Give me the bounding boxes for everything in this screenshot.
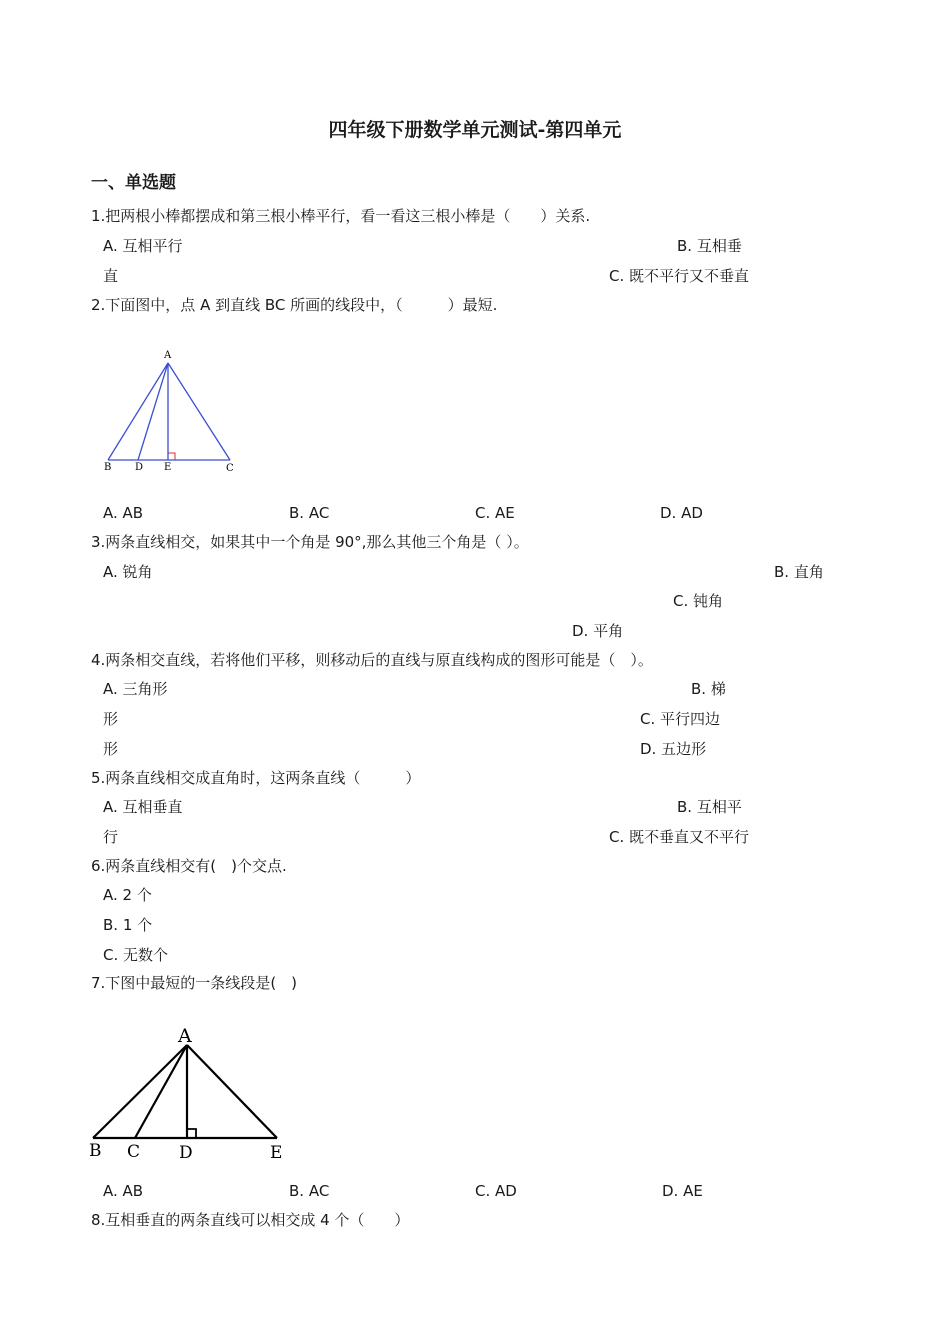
question-1-option-b-wrap: 直 <box>103 267 119 285</box>
question-3-option-b[interactable]: B. 直角 <box>774 563 824 581</box>
question-5-stem: 5.两条直线相交成直角时，这两条直线（ ） <box>91 769 421 787</box>
right-angle-mark <box>187 1129 196 1138</box>
question-2-option-d[interactable]: D. AD <box>660 504 703 522</box>
page-title: 四年级下册数学单元测试-第四单元 <box>328 119 622 141</box>
segment-ab <box>108 363 168 460</box>
question-7-option-d[interactable]: D. AE <box>662 1182 703 1200</box>
question-4-stem: 4.两条相交直线，若将他们平移，则移动后的直线与原直线构成的图形可能是（ ）。 <box>91 651 653 669</box>
question-3-option-c[interactable]: C. 钝角 <box>673 592 724 610</box>
question-2-option-b[interactable]: B. AC <box>289 504 330 522</box>
question-2-option-a[interactable]: A. AB <box>103 504 144 522</box>
segment-ad <box>138 363 168 460</box>
label-a: A <box>178 1025 192 1047</box>
question-7-triangle-figure <box>85 1020 295 1165</box>
label-c: C <box>226 463 234 474</box>
segment-ac <box>135 1045 187 1138</box>
question-5-option-a[interactable]: A. 互相垂直 <box>103 798 183 816</box>
question-3-option-d[interactable]: D. 平角 <box>572 622 624 640</box>
question-1-option-c[interactable]: C. 既不平行又不垂直 <box>609 267 750 285</box>
label-d: D <box>179 1143 193 1163</box>
question-4-option-a[interactable]: A. 三角形 <box>103 680 168 698</box>
question-5-option-b-wrap: 行 <box>103 828 119 846</box>
question-4-option-b[interactable]: B. 梯 <box>691 680 726 698</box>
question-6-option-b[interactable]: B. 1 个 <box>103 916 153 934</box>
question-7-option-c[interactable]: C. AD <box>475 1182 517 1200</box>
question-2-stem: 2.下面图中，点 A 到直线 BC 所画的线段中，（ ）最短. <box>91 296 498 314</box>
question-6-stem: 6.两条直线相交有( )个交点. <box>91 857 287 875</box>
segment-ab <box>93 1045 187 1138</box>
question-7-stem: 7.下图中最短的一条线段是( ) <box>91 974 298 992</box>
label-c: C <box>127 1142 141 1162</box>
label-e: E <box>270 1143 283 1163</box>
question-1-option-b[interactable]: B. 互相垂 <box>677 237 742 255</box>
segment-ac <box>168 363 230 460</box>
question-4-option-d[interactable]: D. 五边形 <box>640 740 707 758</box>
question-7-option-a[interactable]: A. AB <box>103 1182 144 1200</box>
segment-ae <box>187 1045 277 1138</box>
question-4-option-c[interactable]: C. 平行四边 <box>640 710 721 728</box>
question-3-stem: 3.两条直线相交，如果其中一个角是 90°,那么其他三个角是（ ）。 <box>91 533 529 551</box>
question-2-triangle-figure <box>100 345 240 475</box>
question-7-option-b[interactable]: B. AC <box>289 1182 330 1200</box>
question-6-option-a[interactable]: A. 2 个 <box>103 886 152 904</box>
label-e: E <box>164 462 172 473</box>
question-5-option-c[interactable]: C. 既不垂直又不平行 <box>609 828 750 846</box>
section-heading: 一、单选题 <box>91 173 176 193</box>
question-1-stem: 1.把两根小棒都摆成和第三根小棒平行，看一看这三根小棒是（ ）关系. <box>91 207 591 225</box>
question-6-option-c[interactable]: C. 无数个 <box>103 946 169 964</box>
label-b: B <box>89 1141 102 1161</box>
label-d: D <box>135 462 144 473</box>
question-2-option-c[interactable]: C. AE <box>475 504 515 522</box>
label-a: A <box>164 350 172 361</box>
question-5-option-b[interactable]: B. 互相平 <box>677 798 742 816</box>
question-8-stem: 8.互相垂直的两条直线可以相交成 4 个（ ） <box>91 1211 410 1229</box>
question-4-option-c-wrap: 形 <box>103 740 119 758</box>
label-b: B <box>104 462 112 473</box>
question-1-option-a[interactable]: A. 互相平行 <box>103 237 183 255</box>
right-angle-mark <box>168 453 175 460</box>
question-3-option-a[interactable]: A. 锐角 <box>103 563 153 581</box>
question-4-option-b-wrap: 形 <box>103 710 119 728</box>
